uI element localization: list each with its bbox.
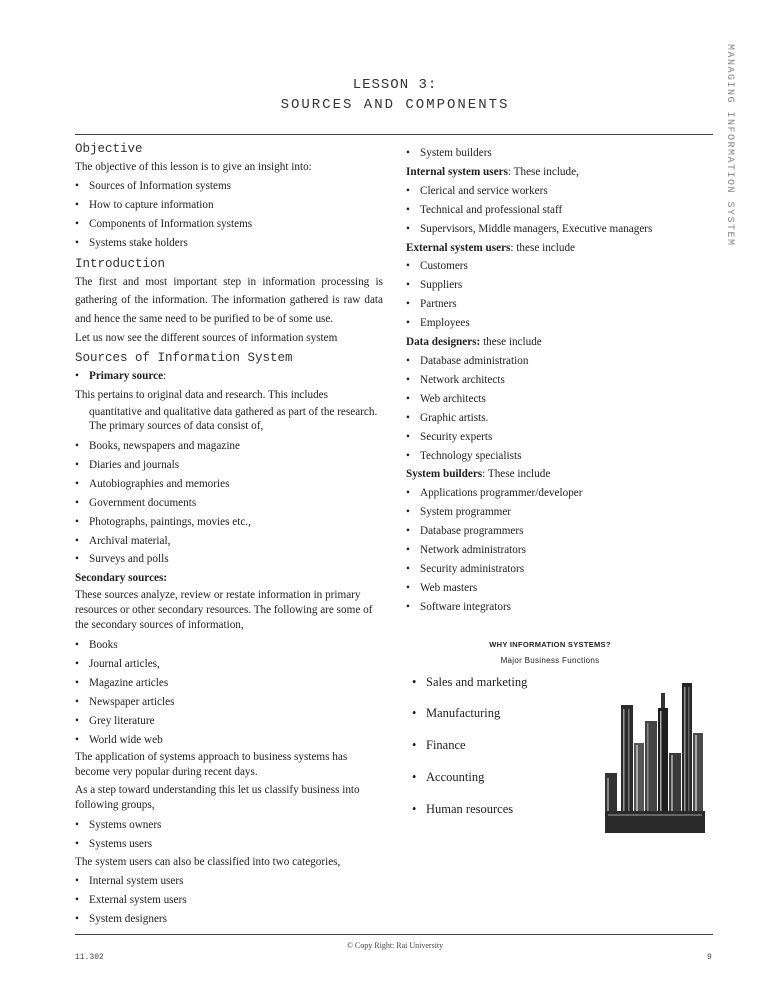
external-users-rest: : these include [510,241,576,254]
lesson-title [0,75,768,115]
list-item: • Web architects [406,390,706,409]
colon: : [163,370,167,383]
figure-item [412,675,527,690]
bullet-icon: • [412,802,417,816]
list-item: • Photographs, paintings, movies etc., [75,513,383,532]
figure-title: WHY INFORMATION SYSTEMS? [489,640,611,649]
lesson-number: LESSON 3: [352,77,438,93]
introduction-heading: Introduction [75,256,166,271]
bottom-rule [75,934,713,935]
list-item: • Magazine articles [75,674,383,693]
list-item: • Sources of Information systems [75,177,383,196]
figure-item [412,770,484,785]
page-number: 9 [707,953,712,962]
list-item: • Web masters [406,579,706,598]
list-item: • Books [75,636,383,655]
list-item: • Suppliers [406,276,706,295]
list-item: • Network architects [406,371,706,390]
list-item: • Components of Information systems [75,215,383,234]
copyright-text: © Copy Right: Rai University [346,941,444,950]
list-item: • Database administration [406,352,706,371]
top-rule [75,134,713,135]
list-item: • Security administrators [406,560,706,579]
list-item: • Diaries and journals [75,456,383,475]
list-item: • Government documents [75,494,383,513]
primary-source-list [75,367,383,386]
list-item: • Grey literature [75,712,383,731]
list-item: • Applications programmer/developer [406,484,706,503]
lesson-name: SOURCES AND COMPONENTS [280,97,510,113]
external-users-label: External system users [406,241,511,254]
list-item: • External system users [75,891,383,910]
data-designers-list [406,352,706,465]
top-list [406,144,706,163]
primary-items-list [75,437,383,569]
list-item: • Supervisors, Middle managers, Executive managers [406,220,706,239]
data-designers-rest: these include [480,336,542,349]
sources-heading: Sources of Information System [75,351,293,366]
internal-users-rest: : These include, [507,165,579,178]
figure-item-label: Finance [426,738,466,752]
list-item: • Clerical and service workers [406,182,706,201]
system-builders-heading [406,465,706,484]
objective-heading: Objective [75,142,143,156]
list-item: • Autobiographies and memories [75,475,383,494]
list-item: • Network administrators [406,541,706,560]
external-users-list [406,257,706,333]
primary-paragraph: This pertains to original data and research. This includes [75,389,328,402]
left-column [75,141,383,929]
figure-item [412,706,500,721]
list-item: • Surveys and polls [75,550,383,569]
list-item: • Database programmers [406,522,706,541]
primary-paragraph-2: quantitative and qualitative data gathered as part of the research. The primary sources of data consist of, [89,405,378,433]
list-item: • System designers [75,910,383,929]
bullet-icon: • [412,675,417,689]
data-designers-label: Data designers: [406,336,481,349]
secondary-sources-label: Secondary sources: [75,572,168,585]
primary-source-bold: Primary source [89,370,164,383]
figure-item-label: Manufacturing [426,706,501,720]
figure-item [412,802,513,817]
list-item: • World wide web [75,731,383,750]
system-builders-label: System builders [406,468,483,481]
secondary-paragraph: These sources analyze, review or restate information in primary resources or other secondary resources. The following are some of the secondary sources of information, [75,589,373,632]
right-column [406,144,706,617]
list-item: • System programmer [406,503,706,522]
internal-users-heading [406,163,706,182]
objective-intro: The objective of this lesson is to give an insight into: [75,161,312,173]
side-running-title: MANAGING INFORMATION SYSTEM [724,44,735,247]
list-item: • Technology specialists [406,447,706,466]
figure-item-label: Human resources [426,802,514,816]
primary-source-label [75,367,383,386]
figure-item-label: Accounting [426,770,485,784]
list-item: • Security experts [406,428,706,447]
secondary-items-list [75,636,383,749]
list-item: • Archival material, [75,532,383,551]
list-item: • System builders [406,144,706,163]
system-builders-rest: : These include [482,468,551,481]
group-list [75,816,383,854]
bullet-icon: • [412,706,417,720]
intro-paragraph-2: Let us now see the different sources of information system [75,332,338,345]
external-users-heading [406,239,706,258]
list-item: • Partners [406,295,706,314]
list-item: • Internal system users [75,872,383,891]
list-item: • Customers [406,257,706,276]
figure-item [412,738,466,753]
list-item: • Systems users [75,835,383,854]
list-item: • Books, newspapers and magazine [75,437,383,456]
internal-users-label: Internal system users [406,165,508,178]
list-item: • Employees [406,314,706,333]
list-item: • Software integrators [406,598,706,617]
skyscrapers-icon [605,683,705,833]
system-builders-list [406,484,706,616]
intro-paragraph: The first and most important step in information processing is gathering of the information. The information gathered is raw data and hence the same need to be purified to be of some use. [75,275,383,326]
systems-paragraph-2: As a step toward understanding this let us classify business into following groups, [75,783,360,811]
course-code: 11.302 [75,953,104,962]
users-paragraph: The system users can also be classified into two categories, [75,856,341,869]
figure-item-label: Sales and marketing [426,675,528,689]
list-item: • Technical and professional staff [406,201,706,220]
objective-list [75,177,383,253]
figure-subtitle: Major Business Functions [500,656,600,665]
list-item: • Graphic artists. [406,409,706,428]
bullet-icon: • [412,738,417,752]
list-item: • Systems owners [75,816,383,835]
list-item: • Newspaper articles [75,693,383,712]
user-category-list [75,872,383,929]
data-designers-heading [406,333,706,352]
business-functions-figure [400,635,700,835]
list-item: • How to capture information [75,196,383,215]
systems-paragraph: The application of systems approach to business systems has become very popular during recent days. [75,750,348,778]
bullet-icon: • [412,770,417,784]
list-item: • Systems stake holders [75,234,383,253]
internal-users-list [406,182,706,239]
list-item: • Journal articles, [75,655,383,674]
